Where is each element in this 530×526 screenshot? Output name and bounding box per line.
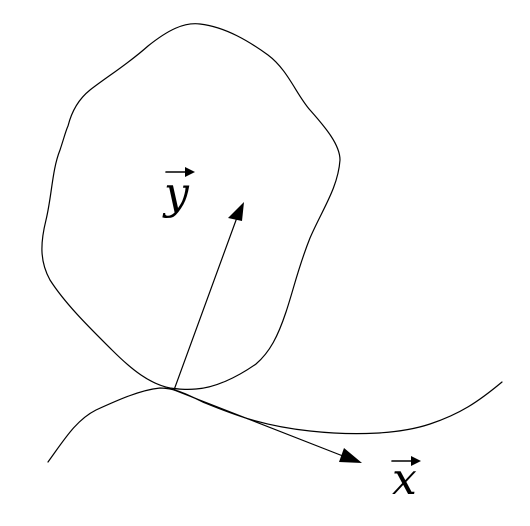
vector-x-shaft: [174, 390, 348, 458]
vector-x-arrowhead: [339, 448, 362, 463]
closed-body-outline: [42, 24, 340, 390]
vector-x-label-text: x: [392, 454, 417, 505]
vector-y-label-text: y: [164, 168, 189, 219]
vector-x-label: [392, 454, 421, 505]
vector-y-label: [162, 167, 195, 219]
surface-curve: [48, 382, 502, 462]
vector-y-shaft: [174, 212, 239, 390]
vector-y-arrowhead: [228, 202, 244, 221]
